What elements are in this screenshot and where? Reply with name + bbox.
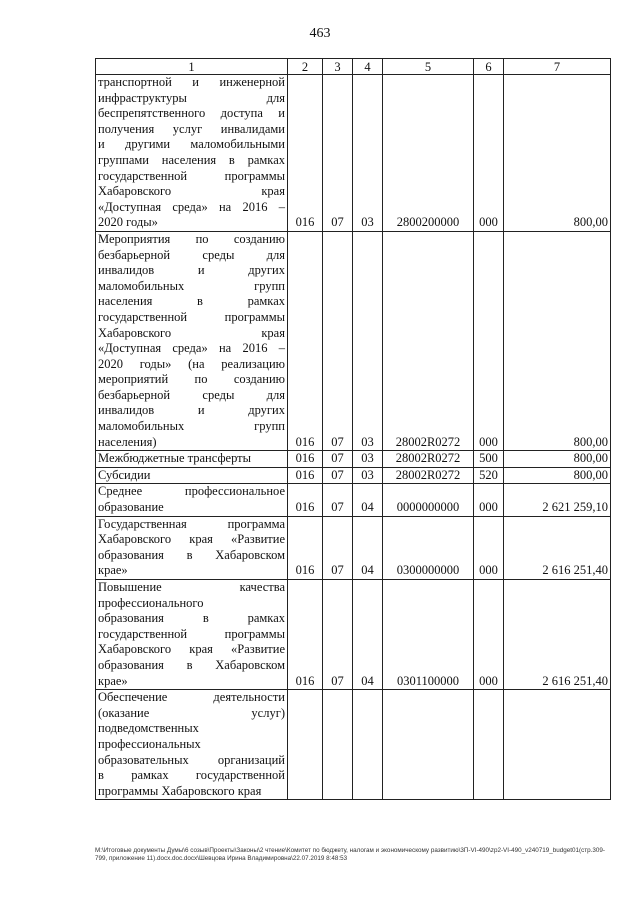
- row-name-line: Среднее профессиональное: [98, 484, 285, 499]
- subsection-code: 04: [353, 580, 383, 690]
- expense-type-code: 000: [474, 580, 504, 690]
- row-name: [96, 690, 288, 800]
- row-name-line: инфраструктуры для: [98, 90, 285, 105]
- row-name-line: образования в Хабаровском: [98, 657, 285, 672]
- table-row: [96, 231, 611, 450]
- subsection-code: 03: [353, 467, 383, 484]
- row-name-line: образование: [98, 500, 164, 515]
- subsection-code: 04: [353, 484, 383, 516]
- amount: [504, 690, 611, 800]
- row-name-line: безбарьерной среды для: [98, 387, 285, 402]
- amount: 800,00: [504, 451, 611, 468]
- amount: 800,00: [504, 467, 611, 484]
- target-article-code: 0000000000: [383, 484, 474, 516]
- amount: 2 616 251,40: [504, 580, 611, 690]
- amount: 2 616 251,40: [504, 516, 611, 579]
- ministry-code: 016: [288, 75, 323, 232]
- row-name-line: крае»: [98, 563, 128, 578]
- row-name-line: Хабаровского края: [98, 325, 285, 340]
- amount: 2 621 259,10: [504, 484, 611, 516]
- column-header-1: 1: [96, 59, 288, 75]
- expense-type-code: [474, 690, 504, 800]
- expense-type-code: 000: [474, 75, 504, 232]
- section-code: 07: [323, 75, 353, 232]
- row-name-line: образовательных организаций: [98, 752, 285, 767]
- row-name: [96, 231, 288, 450]
- row-name-line: программы Хабаровского края: [98, 783, 262, 798]
- table-row: [96, 580, 611, 690]
- ministry-code: 016: [288, 451, 323, 468]
- target-article-code: 28002R0272: [383, 467, 474, 484]
- row-name-line: безбарьерной среды для: [98, 247, 285, 262]
- table-row: [96, 516, 611, 579]
- column-header-5: 5: [383, 59, 474, 75]
- expense-type-code: 000: [474, 484, 504, 516]
- row-name-line: в рамках государственной: [98, 768, 285, 783]
- row-name-line: образования в рамках: [98, 611, 285, 626]
- row-name-line: «Доступная среда» на 2016 –: [98, 341, 285, 356]
- row-name: [96, 516, 288, 579]
- table-row: [96, 690, 611, 800]
- row-name-line: инвалидов и других: [98, 403, 285, 418]
- amount: 800,00: [504, 231, 611, 450]
- row-name-line: Субсидии: [98, 467, 151, 482]
- amount: 800,00: [504, 75, 611, 232]
- section-code: 07: [323, 467, 353, 484]
- row-name-line: 2020 годы» (на реализацию: [98, 356, 285, 371]
- row-name-line: государственной программы: [98, 168, 285, 183]
- row-name-line: маломобильных групп: [98, 419, 285, 434]
- table-row: [96, 451, 611, 468]
- row-name-line: населения в рамках: [98, 294, 285, 309]
- section-code: [323, 690, 353, 800]
- ministry-code: 016: [288, 231, 323, 450]
- row-name-line: маломобильных групп: [98, 278, 285, 293]
- target-article-code: 28002R0272: [383, 451, 474, 468]
- section-code: 07: [323, 484, 353, 516]
- section-code: 07: [323, 516, 353, 579]
- target-article-code: 2800200000: [383, 75, 474, 232]
- column-header-6: 6: [474, 59, 504, 75]
- budget-table: [95, 58, 611, 800]
- row-name: [96, 451, 288, 468]
- row-name-line: группами населения в рамках: [98, 152, 285, 167]
- row-name-line: транспортной и инженерной: [98, 75, 285, 89]
- subsection-code: 03: [353, 75, 383, 232]
- table-header-row: [96, 59, 611, 75]
- row-name-line: «Доступная среда» на 2016 –: [98, 199, 285, 214]
- section-code: 07: [323, 451, 353, 468]
- table-row: [96, 484, 611, 516]
- ministry-code: 016: [288, 467, 323, 484]
- row-name-line: беспрепятственного доступа и: [98, 106, 285, 121]
- row-name-line: крае»: [98, 673, 128, 688]
- row-name-line: Обеспечение деятельности: [98, 690, 285, 705]
- row-name-line: государственной программы: [98, 626, 285, 641]
- expense-type-code: 520: [474, 467, 504, 484]
- row-name-line: образования в Хабаровском: [98, 547, 285, 562]
- footer-file-path: M:\Итоговые документы Думы\6 созыв\Проекты\Законы\2 чтение\Комитет по бюджету, налогам и экономическому развитию\3П-VI-490\zp2-VI-490_v240719_budget01(стр.309-799, приложение 11).docx.doc.docx\Шевцова Ирина Владимировна\22.07.2019 8:48:53: [95, 847, 606, 862]
- ministry-code: 016: [288, 580, 323, 690]
- section-code: 07: [323, 580, 353, 690]
- row-name: [96, 484, 288, 516]
- target-article-code: [383, 690, 474, 800]
- section-code: 07: [323, 231, 353, 450]
- row-name-line: Хабаровского края «Развитие: [98, 532, 285, 547]
- page-number: 463: [309, 26, 331, 41]
- row-name-line: 2020 годы»: [98, 215, 158, 230]
- subsection-code: 03: [353, 451, 383, 468]
- row-name-line: Межбюджетные трансферты: [98, 451, 252, 466]
- expense-type-code: 000: [474, 516, 504, 579]
- row-name-line: мероприятий по созданию: [98, 372, 285, 387]
- column-header-4: 4: [353, 59, 383, 75]
- row-name-line: населения): [98, 434, 157, 449]
- row-name-line: инвалидов и других: [98, 263, 285, 278]
- row-name-line: Хабаровского края «Развитие: [98, 642, 285, 657]
- row-name-line: получения услуг инвалидами: [98, 121, 285, 136]
- row-name-line: и другими маломобильными: [98, 137, 285, 152]
- row-name-line: подведомственных: [98, 721, 199, 736]
- column-header-3: 3: [323, 59, 353, 75]
- row-name-line: Государственная программа: [98, 516, 285, 531]
- subsection-code: 04: [353, 516, 383, 579]
- row-name-line: (оказание услуг): [98, 705, 285, 720]
- row-name: [96, 580, 288, 690]
- ministry-code: [288, 690, 323, 800]
- ministry-code: 016: [288, 516, 323, 579]
- row-name-line: Повышение качества: [98, 580, 285, 594]
- expense-type-code: 000: [474, 231, 504, 450]
- column-header-2: 2: [288, 59, 323, 75]
- row-name-line: государственной программы: [98, 309, 285, 324]
- column-header-7: 7: [504, 59, 611, 75]
- row-name-line: профессионального: [98, 595, 204, 610]
- table-row: [96, 467, 611, 484]
- row-name-line: Мероприятия по созданию: [98, 231, 285, 246]
- subsection-code: [353, 690, 383, 800]
- row-name-line: профессиональных: [98, 736, 201, 751]
- target-article-code: 28002R0272: [383, 231, 474, 450]
- row-name-line: Хабаровского края: [98, 184, 285, 199]
- subsection-code: 03: [353, 231, 383, 450]
- table-row: [96, 75, 611, 232]
- target-article-code: 0300000000: [383, 516, 474, 579]
- row-name: [96, 467, 288, 484]
- row-name: [96, 75, 288, 232]
- target-article-code: 0301100000: [383, 580, 474, 690]
- ministry-code: 016: [288, 484, 323, 516]
- expense-type-code: 500: [474, 451, 504, 468]
